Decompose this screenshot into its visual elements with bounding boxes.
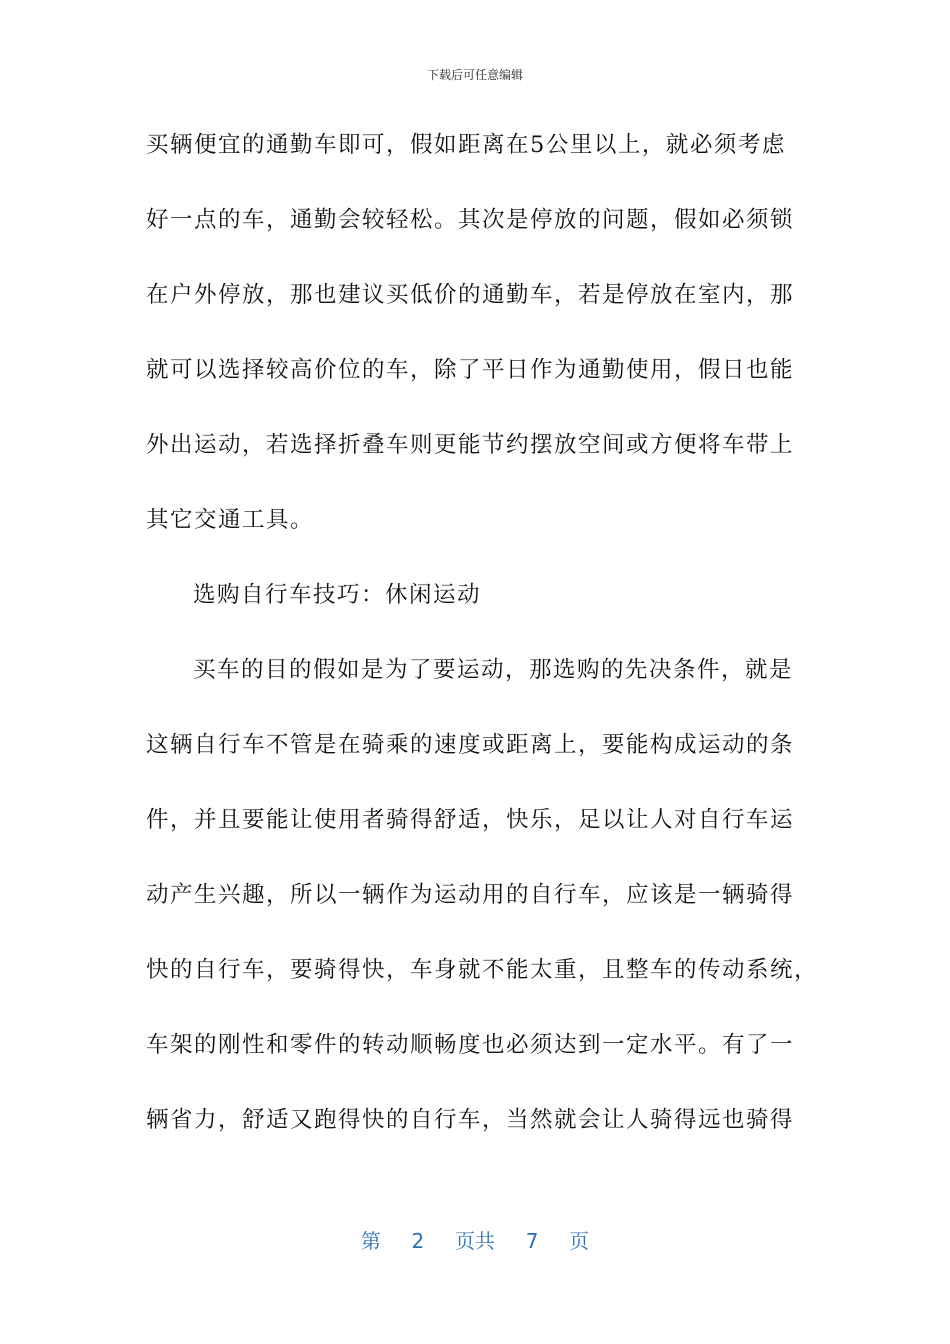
total-pages-number: 7: [525, 1229, 539, 1253]
paragraph-line: 件，并且要能让使用者骑得舒适，快乐，足以让人对自行车运: [146, 807, 795, 833]
page-label-middle: 页共: [455, 1229, 495, 1253]
page-label-suffix: 页: [569, 1229, 590, 1253]
page-footer: [0, 1225, 950, 1254]
paragraph-line: 辆省力，舒适又跑得快的自行车，当然就会让人骑得远也骑得: [146, 1107, 795, 1133]
page-label-prefix: 第: [360, 1229, 381, 1253]
paragraph-line: 买车的目的假如是为了要运动，那选购的先决条件，就是: [193, 657, 794, 683]
paragraph-line: 外出运动，若选择折叠车则更能节约摆放空间或方便将车带上: [146, 432, 795, 458]
paragraph-line: 快的自行车，要骑得快，车身就不能太重，且整车的传动系统，: [146, 957, 819, 983]
paragraph-line: 好一点的车，通勤会较轻松。其次是停放的问题，假如必须锁: [146, 207, 795, 233]
paragraph-line: 其它交通工具。: [146, 507, 315, 533]
paragraph-line: 就可以选择较高价位的车，除了平日作为通勤使用，假日也能: [146, 357, 795, 383]
paragraph-line: 动产生兴趣，所以一辆作为运动用的自行车，应该是一辆骑得: [146, 882, 795, 908]
paragraph-line: 车架的刚性和零件的转动顺畅度也必须达到一定水平。有了一: [146, 1032, 795, 1058]
section-heading: 选购自行车技巧：休闲运动: [193, 582, 482, 608]
paragraph-line: 在户外停放，那也建议买低价的通勤车，若是停放在室内，那: [146, 282, 795, 308]
current-page-number: 2: [411, 1229, 425, 1253]
paragraph-line: 买辆便宜的通勤车即可，假如距离在5公里以上，就必须考虑: [146, 132, 786, 158]
header-note: 下载后可任意编辑: [426, 68, 523, 82]
document-body: [146, 120, 819, 1170]
paragraph-line: 这辆自行车不管是在骑乘的速度或距离上，要能构成运动的条: [146, 732, 795, 758]
